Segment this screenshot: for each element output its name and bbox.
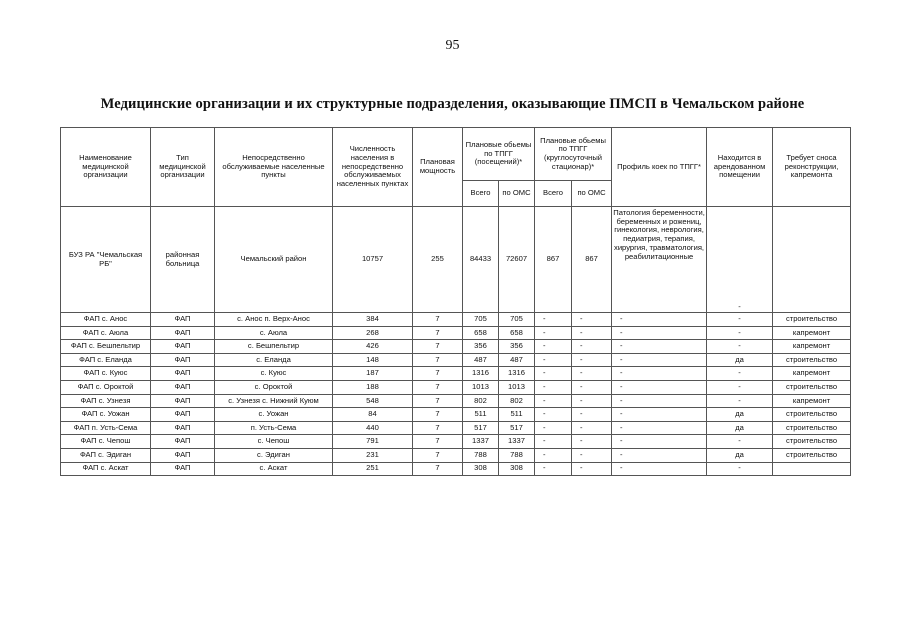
cell-population: 791 [333,435,413,449]
header-settlements: Непосредственно обслуживаемые населенные пункты [215,128,333,207]
cell-capacity: 7 [413,326,463,340]
cell-name: ФАП с. Уожан [61,408,151,422]
header-inpatient-group: Плановые обьемы по ТПГГ (круглосуточный стационар)* [535,128,612,181]
cell-demolition [773,207,851,313]
cell-inpatient-total: - [535,367,572,381]
cell-capacity: 7 [413,380,463,394]
cell-bed-profile: - [612,340,707,354]
cell-population: 384 [333,313,413,327]
cell-population: 440 [333,421,413,435]
cell-inpatient-total: - [535,462,572,476]
cell-inpatient-oms: - [572,340,612,354]
cell-inpatient-total: - [535,435,572,449]
cell-visits-total: 517 [463,421,499,435]
cell-demolition: строительство [773,408,851,422]
cell-inpatient-total: 867 [535,207,572,313]
cell-visits-total: 84433 [463,207,499,313]
cell-name: БУЗ РА "Чемальская РБ" [61,207,151,313]
cell-settlements: с. Аскат [215,462,333,476]
header-rented: Находится в арендованном помещении [707,128,773,207]
cell-rented: да [707,421,773,435]
cell-population: 188 [333,380,413,394]
cell-settlements: с. Анос п. Верх-Анос [215,313,333,327]
cell-rented: - [707,207,773,313]
cell-visits-oms: 1316 [499,367,535,381]
table-row [61,421,851,435]
cell-rented: - [707,313,773,327]
cell-inpatient-oms: - [572,462,612,476]
cell-capacity: 7 [413,435,463,449]
table-row [61,313,851,327]
cell-capacity: 7 [413,448,463,462]
cell-settlements: с. Узнезя с. Нижний Куюм [215,394,333,408]
cell-type: ФАП [151,326,215,340]
cell-name: ФАП с. Ороктой [61,380,151,394]
header-bed-profile: Профиль коек по ТПГГ* [612,128,707,207]
cell-inpatient-oms: - [572,408,612,422]
cell-rented: - [707,340,773,354]
cell-visits-total: 308 [463,462,499,476]
cell-name: ФАП с. Куюс [61,367,151,381]
cell-type: ФАП [151,462,215,476]
header-visits-total: Всего [463,181,499,207]
cell-name: ФАП с. Аюла [61,326,151,340]
cell-inpatient-oms: - [572,435,612,449]
table-row [61,448,851,462]
page-number: 95 [445,38,460,53]
cell-capacity: 7 [413,340,463,354]
cell-visits-oms: 788 [499,448,535,462]
table-row [61,462,851,476]
table-row [61,380,851,394]
cell-population: 426 [333,340,413,354]
header-population: Численность населения в непосредственно обслуживаемых населенных пунктах [333,128,413,207]
cell-bed-profile: - [612,421,707,435]
cell-inpatient-total: - [535,448,572,462]
cell-demolition: капремонт [773,340,851,354]
header-visits-oms: по ОМС [499,181,535,207]
header-inpatient-oms: по ОМС [572,181,612,207]
cell-inpatient-oms: - [572,353,612,367]
cell-bed-profile: - [612,313,707,327]
header-type: Тип медицинской организации [151,128,215,207]
cell-type: ФАП [151,421,215,435]
cell-capacity: 255 [413,207,463,313]
cell-inpatient-oms: - [572,367,612,381]
cell-type: ФАП [151,367,215,381]
cell-name: ФАП с. Узнезя [61,394,151,408]
cell-name: ФАП с. Аскат [61,462,151,476]
cell-settlements: с. Аюла [215,326,333,340]
table-row-crh [61,207,851,313]
cell-bed-profile: Патология беременности, беременных и рожениц, гинекология, неврология, педиатрия, терапия, хирургия, травматология, реабилитационные [612,207,707,313]
cell-population: 231 [333,448,413,462]
cell-settlements: с. Уожан [215,408,333,422]
table-row [61,367,851,381]
cell-inpatient-oms: - [572,380,612,394]
cell-type: ФАП [151,340,215,354]
cell-bed-profile: - [612,353,707,367]
header-inpatient-total: Всего [535,181,572,207]
cell-rented: - [707,367,773,381]
cell-inpatient-total: - [535,313,572,327]
cell-demolition: капремонт [773,394,851,408]
cell-bed-profile: - [612,380,707,394]
cell-visits-oms: 802 [499,394,535,408]
cell-population: 148 [333,353,413,367]
cell-inpatient-oms: - [572,394,612,408]
cell-capacity: 7 [413,394,463,408]
cell-rented: - [707,394,773,408]
medical-organizations-table [60,127,851,476]
cell-visits-oms: 356 [499,340,535,354]
cell-capacity: 7 [413,313,463,327]
cell-inpatient-oms: - [572,326,612,340]
document-title: Медицинские организации и их структурные подразделения, оказывающие ПМСП в Чемальском районе [100,96,805,112]
cell-type: ФАП [151,435,215,449]
cell-demolition: строительство [773,313,851,327]
cell-visits-oms: 1337 [499,435,535,449]
table-row [61,326,851,340]
cell-bed-profile: - [612,367,707,381]
cell-inpatient-oms: 867 [572,207,612,313]
cell-population: 251 [333,462,413,476]
cell-rented: - [707,462,773,476]
header-demolition: Требует сноса реконструкции, капремонта [773,128,851,207]
cell-name: ФАП п. Усть-Сема [61,421,151,435]
cell-population: 10757 [333,207,413,313]
cell-settlements: с. Эдиган [215,448,333,462]
cell-rented: - [707,326,773,340]
cell-name: ФАП с. Эдиган [61,448,151,462]
cell-type: районная больница [151,207,215,313]
cell-inpatient-total: - [535,326,572,340]
cell-settlements: с. Бешпельтир [215,340,333,354]
cell-population: 548 [333,394,413,408]
cell-demolition: строительство [773,448,851,462]
cell-bed-profile: - [612,462,707,476]
cell-inpatient-total: - [535,380,572,394]
cell-settlements: с. Куюс [215,367,333,381]
table-row [61,408,851,422]
cell-inpatient-total: - [535,340,572,354]
cell-visits-oms: 487 [499,353,535,367]
cell-capacity: 7 [413,408,463,422]
cell-visits-total: 511 [463,408,499,422]
cell-visits-oms: 72607 [499,207,535,313]
cell-demolition: капремонт [773,326,851,340]
cell-inpatient-total: - [535,421,572,435]
cell-population: 268 [333,326,413,340]
cell-inpatient-total: - [535,353,572,367]
cell-visits-total: 1337 [463,435,499,449]
cell-bed-profile: - [612,435,707,449]
cell-inpatient-oms: - [572,448,612,462]
cell-visits-oms: 308 [499,462,535,476]
cell-settlements: с. Ороктой [215,380,333,394]
header-visits-group: Плановые обьемы по ТПГГ (посещений)* [463,128,535,181]
cell-settlements: с. Чепош [215,435,333,449]
cell-visits-total: 1316 [463,367,499,381]
cell-inpatient-total: - [535,394,572,408]
table-row [61,435,851,449]
cell-demolition: строительство [773,353,851,367]
cell-type: ФАП [151,408,215,422]
cell-capacity: 7 [413,462,463,476]
cell-visits-total: 487 [463,353,499,367]
cell-bed-profile: - [612,394,707,408]
cell-visits-oms: 511 [499,408,535,422]
cell-demolition [773,462,851,476]
cell-name: ФАП с. Анос [61,313,151,327]
cell-population: 84 [333,408,413,422]
cell-type: ФАП [151,448,215,462]
table-row [61,394,851,408]
cell-settlements: Чемальский район [215,207,333,313]
cell-visits-oms: 658 [499,326,535,340]
cell-rented: да [707,353,773,367]
cell-bed-profile: - [612,408,707,422]
cell-demolition: строительство [773,380,851,394]
cell-rented: - [707,435,773,449]
cell-population: 187 [333,367,413,381]
cell-settlements: с. Еланда [215,353,333,367]
cell-name: ФАП с. Бешпельтир [61,340,151,354]
header-name: Наименование медицинской организации [61,128,151,207]
cell-visits-oms: 705 [499,313,535,327]
cell-capacity: 7 [413,353,463,367]
cell-type: ФАП [151,394,215,408]
cell-inpatient-oms: - [572,313,612,327]
cell-demolition: строительство [773,435,851,449]
cell-visits-oms: 1013 [499,380,535,394]
cell-type: ФАП [151,313,215,327]
cell-capacity: 7 [413,421,463,435]
cell-name: ФАП с. Еланда [61,353,151,367]
cell-visits-total: 802 [463,394,499,408]
cell-rented: да [707,408,773,422]
cell-visits-total: 705 [463,313,499,327]
cell-type: ФАП [151,353,215,367]
cell-settlements: п. Усть-Сема [215,421,333,435]
cell-inpatient-oms: - [572,421,612,435]
header-capacity: Плановая мощность [413,128,463,207]
cell-visits-total: 658 [463,326,499,340]
cell-visits-oms: 517 [499,421,535,435]
cell-visits-total: 356 [463,340,499,354]
cell-demolition: строительство [773,421,851,435]
cell-inpatient-total: - [535,408,572,422]
cell-demolition: капремонт [773,367,851,381]
table-row [61,353,851,367]
cell-capacity: 7 [413,367,463,381]
cell-name: ФАП с. Чепош [61,435,151,449]
cell-visits-total: 788 [463,448,499,462]
cell-bed-profile: - [612,448,707,462]
cell-visits-total: 1013 [463,380,499,394]
cell-rented: - [707,380,773,394]
cell-bed-profile: - [612,326,707,340]
cell-type: ФАП [151,380,215,394]
table-row [61,340,851,354]
cell-rented: да [707,448,773,462]
